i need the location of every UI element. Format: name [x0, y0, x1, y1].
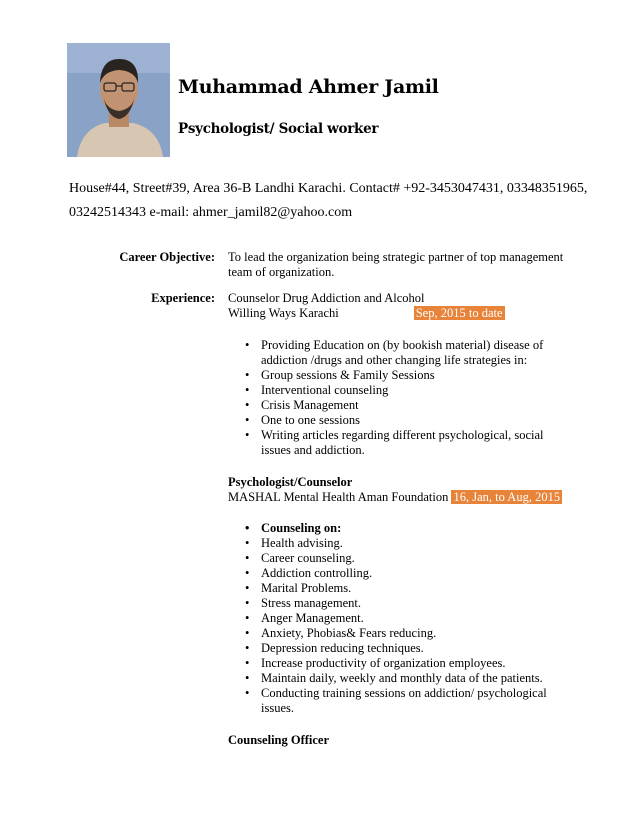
job1-duties-list: [228, 338, 564, 458]
experience-label: Experience:: [151, 291, 215, 305]
job2-role: Psychologist/Counselor: [228, 475, 353, 489]
address-line-2: 03242514343 e-mail: ahmer_jamil82@yahoo.com: [69, 205, 353, 220]
list-item: • Anger Management.: [245, 611, 364, 625]
list-item: • Marital Problems.: [245, 581, 352, 595]
job1-dates: Sep, 2015 to date: [415, 306, 503, 320]
bullet-icon: •: [245, 413, 250, 427]
bullet-icon: •: [245, 581, 250, 595]
list-item: • Health advising.: [245, 536, 343, 550]
bullet-icon: •: [245, 626, 250, 640]
list-item: • Maintain daily, weekly and monthly data of the patients.: [245, 671, 543, 685]
candidate-title: Psychologist/ Social worker: [178, 121, 379, 137]
job2-org-line: [228, 490, 564, 505]
bullet-icon: •: [245, 686, 250, 700]
list-item: • Providing Education on (by bookish material) disease of addiction /drugs and other changing life strategies in:: [245, 338, 544, 367]
bullet-icon: •: [245, 551, 250, 565]
bullet-icon: •: [245, 641, 250, 655]
bullet-icon: •: [245, 656, 250, 670]
bullet-icon: •: [245, 671, 250, 685]
job2-dates: 16, Jan, to Aug, 2015: [453, 490, 561, 504]
list-item: • Interventional counseling: [245, 383, 389, 397]
contact-block: [69, 177, 588, 225]
bullet-icon: •: [245, 596, 250, 610]
experience-section: [228, 291, 564, 748]
list-item: • Depression reducing techniques.: [245, 641, 424, 655]
candidate-name: Muhammad Ahmer Jamil: [178, 76, 439, 98]
bullet-icon: •: [245, 398, 250, 412]
career-objective-text: To lead the organization being strategic partner of top management team of organization.: [228, 250, 564, 279]
list-item: • Conducting training sessions on addiction/ psychological issues.: [245, 686, 547, 715]
list-item: • One to one sessions: [245, 413, 360, 427]
job3-role: Counseling Officer: [228, 733, 330, 747]
bullet-icon: •: [245, 338, 250, 352]
list-item: • Stress management.: [245, 596, 361, 610]
list-heading: • Counseling on:: [245, 521, 342, 535]
list-item: • Crisis Management: [245, 398, 359, 412]
address-line-1: House#44, Street#39, Area 36-B Landhi Karachi. Contact# +92-3453047431, 03348351965,: [69, 181, 588, 196]
bullet-icon: •: [245, 566, 250, 580]
portrait-image: [67, 43, 170, 157]
list-item: • Increase productivity of organization employees.: [245, 656, 506, 670]
job1-role: Counselor Drug Addiction and Alcohol: [228, 291, 425, 305]
bullet-icon: •: [245, 383, 250, 397]
job2-duties-list: [228, 521, 564, 716]
bullet-icon: •: [245, 521, 250, 535]
job2-org: MASHAL Mental Health Aman Foundation: [228, 490, 449, 504]
profile-photo: [67, 43, 170, 157]
list-item: • Addiction controlling.: [245, 566, 373, 580]
list-item: • Anxiety, Phobias& Fears reducing.: [245, 626, 437, 640]
job1-org-line: [228, 306, 564, 321]
list-item: • Group sessions & Family Sessions: [245, 368, 435, 382]
bullet-icon: •: [245, 368, 250, 382]
list-item: • Writing articles regarding different psychological, social issues and addiction.: [245, 428, 544, 457]
career-objective-label: Career Objective:: [119, 250, 215, 264]
job1-org: Willing Ways Karachi: [228, 306, 339, 320]
bullet-icon: •: [245, 611, 250, 625]
list-item: • Career counseling.: [245, 551, 355, 565]
bullet-icon: •: [245, 428, 250, 442]
bullet-icon: •: [245, 536, 250, 550]
